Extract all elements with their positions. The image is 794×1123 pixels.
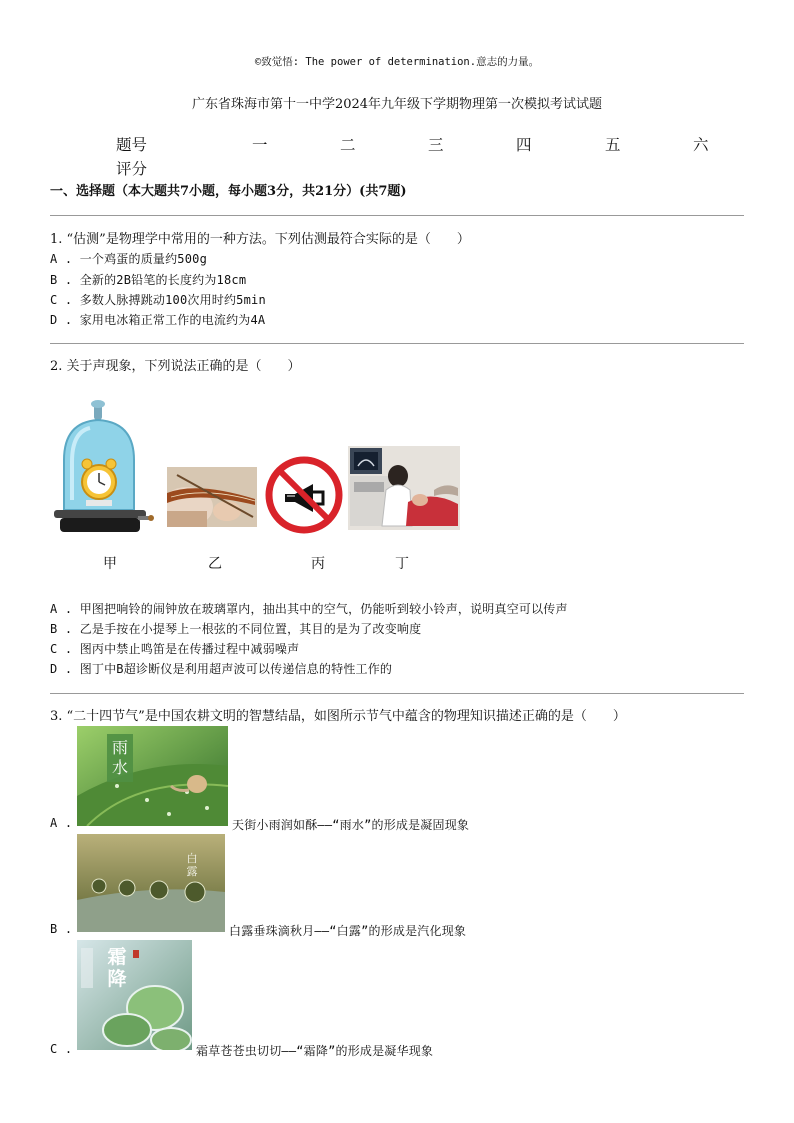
figure-caption-ding: 丁 <box>395 556 409 572</box>
option-c-letter[interactable]: C . <box>50 1042 73 1056</box>
white-dew-solar-term-image <box>77 834 225 932</box>
option-a-letter[interactable]: A . <box>50 816 73 830</box>
question-stem: 1. “估测”是物理学中常用的一种方法。下列估测最符合实际的是（ ） <box>50 232 470 247</box>
score-col-6: 六 <box>693 136 709 154</box>
figure-caption-jia: 甲 <box>103 556 117 572</box>
rain-water-solar-term-image <box>77 726 228 826</box>
exam-title: 广东省珠海市第十一中学2024年九年级下学期物理第一次模拟考试试题 <box>191 97 603 112</box>
frost-descent-solar-term-image <box>77 940 192 1050</box>
score-col-2: 二 <box>340 136 356 154</box>
option-d[interactable]: D . 图丁中B超诊断仪是利用超声波可以传递信息的特性工作的 <box>50 662 393 676</box>
question-stem: 2. 关于声现象，下列说法正确的是（ ） <box>50 359 301 374</box>
option-a[interactable]: A . 一个鸡蛋的质量约500g <box>50 252 207 266</box>
header-motto: ©致觉悟: The power of determination.意志的力量。 <box>254 56 540 68</box>
option-c[interactable]: C . 多数人脉搏跳动100次用时约5min <box>50 293 266 307</box>
solar-term-label: 白露 <box>186 852 198 878</box>
option-c[interactable]: C . 图丙中禁止鸣笛是在传播过程中减弱噪声 <box>50 642 300 656</box>
section-heading: 一、选择题（本大题共7小题，每小题3分，共21分）(共7题) <box>50 184 407 199</box>
divider <box>50 215 744 216</box>
score-row-label-number: 题号 <box>116 136 148 154</box>
divider <box>50 693 744 694</box>
solar-term-label: 雨水 <box>111 738 128 777</box>
divider <box>50 343 744 344</box>
score-col-4: 四 <box>516 136 532 154</box>
option-d[interactable]: D . 家用电冰箱正常工作的电流约为4A <box>50 313 266 327</box>
option-a[interactable]: A . 甲图把响铃的闹钟放在玻璃罩内，抽出其中的空气，仍能听到较小铃声，说明真空可以传声 <box>50 602 568 616</box>
score-col-3: 三 <box>428 136 444 154</box>
score-col-1: 一 <box>252 136 268 154</box>
question-stem: 3. “二十四节气”是中国农耕文明的智慧结晶，如图所示节气中蕴含的物理知识描述正确的是（ ） <box>50 709 626 724</box>
option-b[interactable]: B . 乙是手按在小提琴上一根弦的不同位置，其目的是为了改变响度 <box>50 622 422 636</box>
option-b-letter[interactable]: B . <box>50 922 73 936</box>
bell-jar-alarm-clock-image <box>50 400 155 540</box>
no-horn-sign-image <box>265 456 343 534</box>
ultrasound-exam-image <box>348 446 460 530</box>
option-c-text[interactable]: 霜草苍苍虫切切——“霜降”的形成是凝华现象 <box>196 1044 434 1058</box>
solar-term-label: 霜降 <box>107 946 127 990</box>
option-b-text[interactable]: 白露垂珠滴秋月——“白露”的形成是汽化现象 <box>229 924 467 938</box>
violin-image <box>167 467 257 527</box>
score-row-label-score: 评分 <box>116 160 148 178</box>
score-col-5: 五 <box>605 136 621 154</box>
figure-caption-yi: 乙 <box>208 556 222 572</box>
option-b[interactable]: B . 全新的2B铅笔的长度约为18cm <box>50 273 247 287</box>
figure-caption-bing: 丙 <box>311 556 325 572</box>
option-a-text[interactable]: 天街小雨润如酥——“雨水”的形成是凝固现象 <box>232 818 470 832</box>
